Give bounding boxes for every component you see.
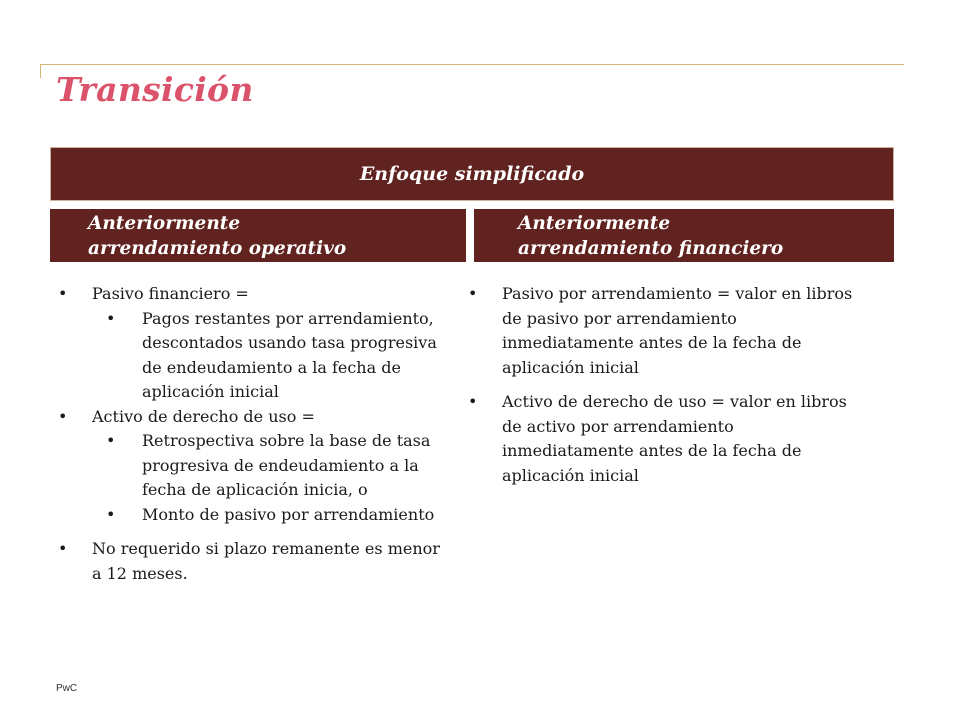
finance-lease-header-line2: arrendamiento financiero: [518, 237, 784, 259]
operating-lease-header-line2: arrendamiento operativo: [88, 237, 347, 259]
bullet-icon: •: [58, 406, 68, 426]
list-item-text: Pasivo por arrendamiento = valor en libros de pasivo por arrendamiento inmediatamente antes de la fecha de aplicación inicial: [502, 284, 853, 377]
finance-lease-header-text: [518, 211, 783, 261]
operating-lease-list: [58, 282, 448, 586]
sub-list-item: [58, 307, 448, 405]
list-item-text: Activo de derecho de uso = valor en libros de activo por arrendamiento inmediatamente antes de la fecha de aplicación inicial: [502, 392, 847, 485]
sub-list-item-text: Pagos restantes por arrendamiento, descontados usando tasa progresiva de endeudamiento a la fecha de aplicación inicial: [142, 308, 437, 401]
bullet-icon: •: [468, 284, 478, 303]
operating-lease-header: [50, 209, 466, 262]
approach-banner-label: Enfoque simplificado: [359, 163, 585, 185]
operating-lease-header-line1: Anteriormente: [88, 212, 241, 234]
footer-brand: PwC: [56, 683, 78, 694]
bullet-icon: •: [468, 392, 478, 411]
top-divider-tick: [40, 64, 41, 78]
list-item-text: Activo de derecho de uso =: [92, 406, 315, 426]
list-item: [58, 405, 448, 430]
sub-list-item: [58, 503, 448, 528]
finance-lease-header: [474, 209, 894, 262]
top-divider: [40, 64, 904, 65]
operating-lease-header-text: [88, 211, 346, 261]
bullet-icon: •: [106, 431, 116, 450]
bullet-icon: •: [58, 539, 68, 558]
bullet-icon: •: [106, 504, 116, 524]
list-item: [468, 390, 868, 488]
sub-list-item: [58, 429, 448, 503]
list-item: [58, 282, 448, 307]
sub-list-item-text: Monto de pasivo por arrendamiento: [142, 504, 435, 524]
list-item: [468, 282, 868, 380]
approach-banner: [50, 147, 894, 201]
finance-lease-header-line1: Anteriormente: [518, 212, 671, 234]
list-item-text: No requerido si plazo remanente es menor a 12 meses.: [92, 539, 440, 583]
finance-lease-list: [468, 282, 868, 488]
list-item: [58, 537, 448, 586]
slide-title: Transición: [56, 70, 254, 109]
bullet-icon: •: [58, 284, 68, 303]
sub-list-item-text: Retrospectiva sobre la base de tasa progresiva de endeudamiento a la fecha de aplicación inicia, o: [142, 431, 431, 499]
list-item-text: Pasivo financiero =: [92, 284, 249, 303]
bullet-icon: •: [106, 308, 116, 328]
